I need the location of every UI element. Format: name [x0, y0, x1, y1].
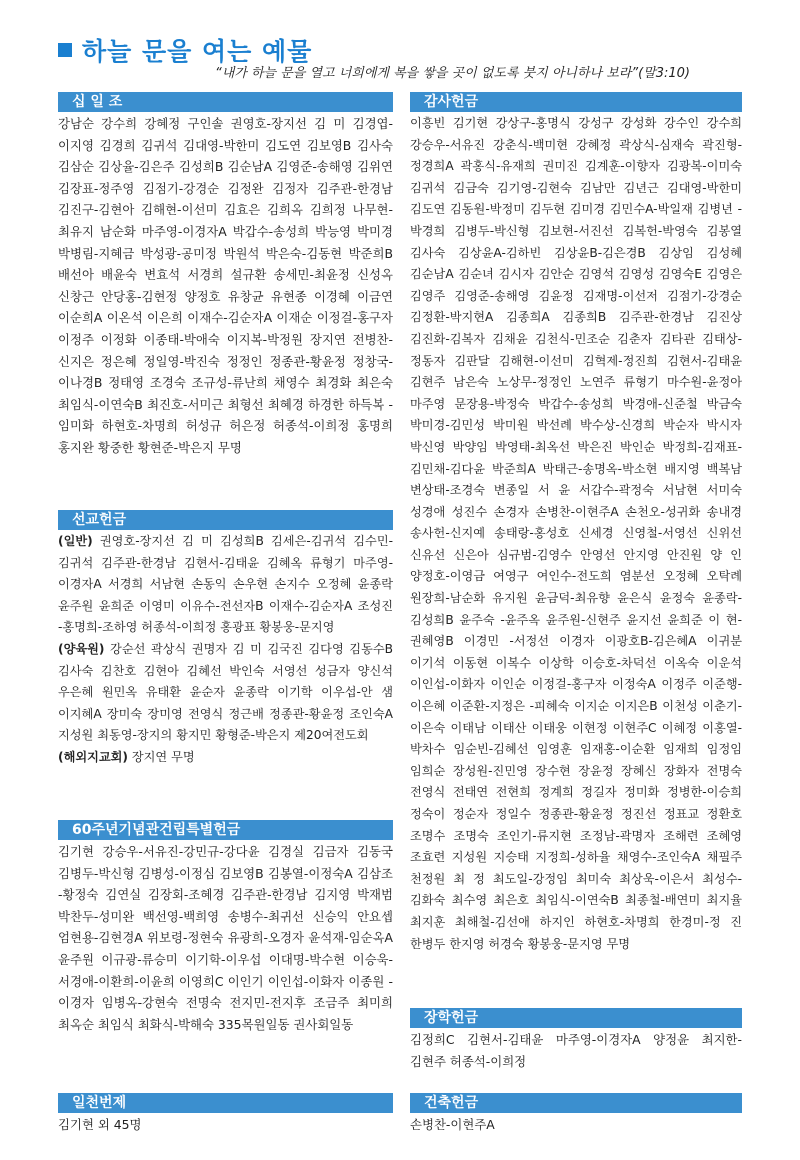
- section-header-building: 건축헌금: [410, 1093, 742, 1113]
- mission-text: 권영호-장지선 김 미 김성희B 김세은-김귀석 김수민-김귀석 김주관-한경남 김현서-김태윤 김혜옥 류형기 마주영-이경자A 서경희 서남현 손동익 손우현 손지수 오정혜 윤종락 윤주원 윤희준 이영미 이유수-전선자B 이재수-김순자A 조성진 -홍명희-조하영 허종석-이희정 홍광표 황봉웅-문지영: [58, 534, 393, 635]
- title-square-icon: [58, 43, 72, 57]
- section-header-first-fruits: 일천번제: [58, 1093, 393, 1113]
- section-body-scholarship: 김정희C 김현서-김태윤 마주영-이경자A 양정윤 최지한-김현주 허종석-이희정: [410, 1032, 742, 1069]
- mission-paragraph: [58, 531, 393, 639]
- section-header-scholarship: 장학헌금: [410, 1008, 742, 1028]
- section-body-first-fruits: 김기현 외 45명: [58, 1117, 142, 1132]
- mission-paragraph: [58, 747, 393, 769]
- mission-label: (해외지교회): [58, 749, 129, 764]
- section-header-thanksgiving: 감사헌금: [410, 92, 742, 112]
- mission-text: 강순선 곽상식 권명자 김 미 김국진 김다영 김동수B 김사숙 김찬호 김현아 김혜선 박인숙 서영선 성금자 양신석 우은혜 원민옥 유태환 윤순자 윤종락 이기학 이우섭-안 샘 이지혜A 장미숙 장미영 전영식 정근배 정종관-황윤정 조인숙A 지성원 최동영-장지의 황지민 황형준-박은지 제20여전도회: [58, 641, 393, 743]
- section-header-anniversary: 60주년기념관건립특별헌금: [58, 820, 393, 840]
- section-body-anniversary: 김기현 강승우-서유진-강민규-강다윤 김경실 김금자 김동국 김병두-박신형 김병성-이정심 김보영B 김봉열-이정숙A 김삼조 -황정숙 김연실 김장회-조혜경 김주관-한경남 김지영 박재범 박찬두-성미완 백선영-백희영 송병수-최귀선 신승익 안요셉 엄현용-김현경A 위보령-정현숙 유광희-오경자 윤석재-임순옥A 윤주원 이규광-류승미 이기학-이우섭 이대명-박수현 이승욱-서경애-이환희-이윤희 이영희C 이인기 이인섭-이화자 이종원 -이경자 임병옥-강현숙 전명숙 전지민-전지후 조금주 최미희 최옥순 최임식 최화식-박해숙 335목원일동 권사회일동: [58, 844, 393, 1032]
- mission-text: 장지연 무명: [128, 749, 195, 764]
- page-title-text: 하늘 문을 여는 예물: [82, 37, 313, 66]
- section-body-mission: [58, 531, 393, 813]
- section-header-tithe: 십 일 조: [58, 92, 393, 112]
- section-body-building: 손병찬-이현주A: [410, 1117, 495, 1132]
- section-body-tithe: 강남순 강수희 강혜정 구인솔 권영호-장지선 김 미 김경엽-이지영 김경희 김귀석 김대영-박한미 김도연 김보영B 김사숙 김삼순 김상율-김은주 김성희B 김순남A 김영준-송해영 김위연 김장표-정주영 김점기-강경순 김정완 김정자 김주관-한경남 김진구-김현아 김해현-이선미 김효은 김희옥 김희정 나무현-최유지 남순화 마주영-이경자A 박갑수-송성희 박능영 박미경 박병림-지혜금 박성광-공미정 박원석 박은숙-김동현 박준희B 배선아 배윤숙 변효석 서경희 설규환 송세민-최윤정 신성옥 신창근 안당홍-김현정 양정호 유창균 유현종 이경혜 이금연 이순희A 이온석 이은희 이재수-김순자A 이재순 이정걸-홍구자 이정주 이정화 이종태-박애숙 이지복-박정원 장지연 전병찬-신지은 정은혜 정일영-박진숙 정정인 정종관-황윤정 정창국-이나경B 정태영 조경숙 조규성-류난희 채영수 최경화 최은숙 최임식-이연숙B 최진호-서미근 최형선 최혜경 하경한 하득복 -임미화 하현호-차명희 허성규 허은정 허종석-이희정 홍명희 홍지완 황중한 황현준-박은지 무명: [58, 116, 393, 455]
- section-header-mission: 선교헌금: [58, 510, 393, 530]
- mission-label: (일반): [58, 534, 93, 548]
- mission-paragraph: [58, 639, 393, 747]
- mission-label: (양육원): [58, 641, 105, 656]
- section-body-thanksgiving: 이흥빈 김기현 강상구-홍명식 강성구 강성화 강수인 강수희 강승우-서유진 강춘식-백미현 강혜정 곽상식-심재숙 곽진형-정경희A 곽홍식-유재희 권미진 김계훈-이향자 김광복-이미숙 김귀석 김금숙 김기영-김현숙 김남만 김년근 김대영-박한미 김도연 김동원-박정미 김두현 김미경 김민수A-박일재 김병년 -박경희 김병두-박신형 김보현-서진선 김복헌-박영숙 김봉열 김사숙 김상윤A-김하빈 김상윤B-김은경B 김상임 김성혜 김순남A 김순녀 김시자 김안순 김영석 김영성 김영숙E 김영은 김영주 김영준-송해영 김윤정 김재명-이선저 김점기-강경순 김정환-박지현A 김종희A 김종희B 김주관-한경남 김진상 김진화-김복자 김채윤 김천식-민조순 김춘자 김타관 김태상-정동자 김판달 김해현-이선미 김혁제-정진희 김현서-김태윤 김현주 남은숙 노상무-정정인 노연주 류형기 마수원-윤정아 마주영 문장용-박정숙 박갑수-송성희 박경애-신준철 박금숙 박미경-김민성 박미원 박선례 박수상-신경희 박순자 박시자 박신영 박양임 박영태-최옥선 박은진 박인순 박정희-김재표-김민채-김다윤 박준희A 박태근-송명옥-박소현 배지영 백복남 변상태-조경숙 변종일 서 윤 서갑수-곽정숙 서남현 서미숙 성경애 성진수 손경자 손병찬-이현주A 손천오-성귀화 송내경 송사헌-신지예 송태랑-홍성호 신세경 신영철-서영선 신위선 신유선 신은아 심규범-김영수 안영선 안지영 안진원 양 인 양정호-이영금 여영구 여인수-전도희 염분선 오정혜 오탁례 원장희-남순화 유지원 윤금덕-최유향 윤은식 윤정숙 윤종락-김성희B 윤주숙 -윤주옥 윤주원-신현주 윤지선 윤희준 이 현-권혜영B 이경민 -서정선 이경자 이광호B-김은혜A 이귀분 이기석 이동현 이복수 이상학 이승호-차덕선 이옥숙 이운석 이인섭-이화자 이인순 이정걸-홍구자 이정숙A 이정주 이준행-이은혜 이준환-지정은 -피혜숙 이지순 이지은B 이천성 이춘기-이은숙 이태남 이태산 이태웅 이현정 이현주C 이혜정 이홍열-박차수 임순빈-김혜선 임영훈 임재홍-이순환 임재희 임정임 임희순 장성원-진민영 장수현 장윤정 장혜신 장화자 전명숙 전영식 전태연 전현희 정계희 정길자 정미화 정병한-이승희 정숙이 정순자 정일수 정종관-황윤정 정진선 정표교 정환호 조명수 조명숙 조인기-류지현 조정남-곽명자 조해련 조혜영 조효련 지성원 지승태 지정희-성하율 채영수-조인숙A 채필주 천정원 최 정 최도일-강정임 최미숙 최상욱-이은서 최성수-김화숙 최수영 최은호 최임식-이연숙B 최종철-배연미 최지율 최지훈 최해철-김선애 하지인 하현호-차명희 한경미-정 진 한병두 한지영 허경숙 황봉웅-문지영 무명: [410, 116, 742, 951]
- bible-verse: “내가 하늘 문을 열고 너희에게 복을 쌓을 곳이 없도록 붓지 아니하나 보라”(말3:10): [214, 66, 690, 81]
